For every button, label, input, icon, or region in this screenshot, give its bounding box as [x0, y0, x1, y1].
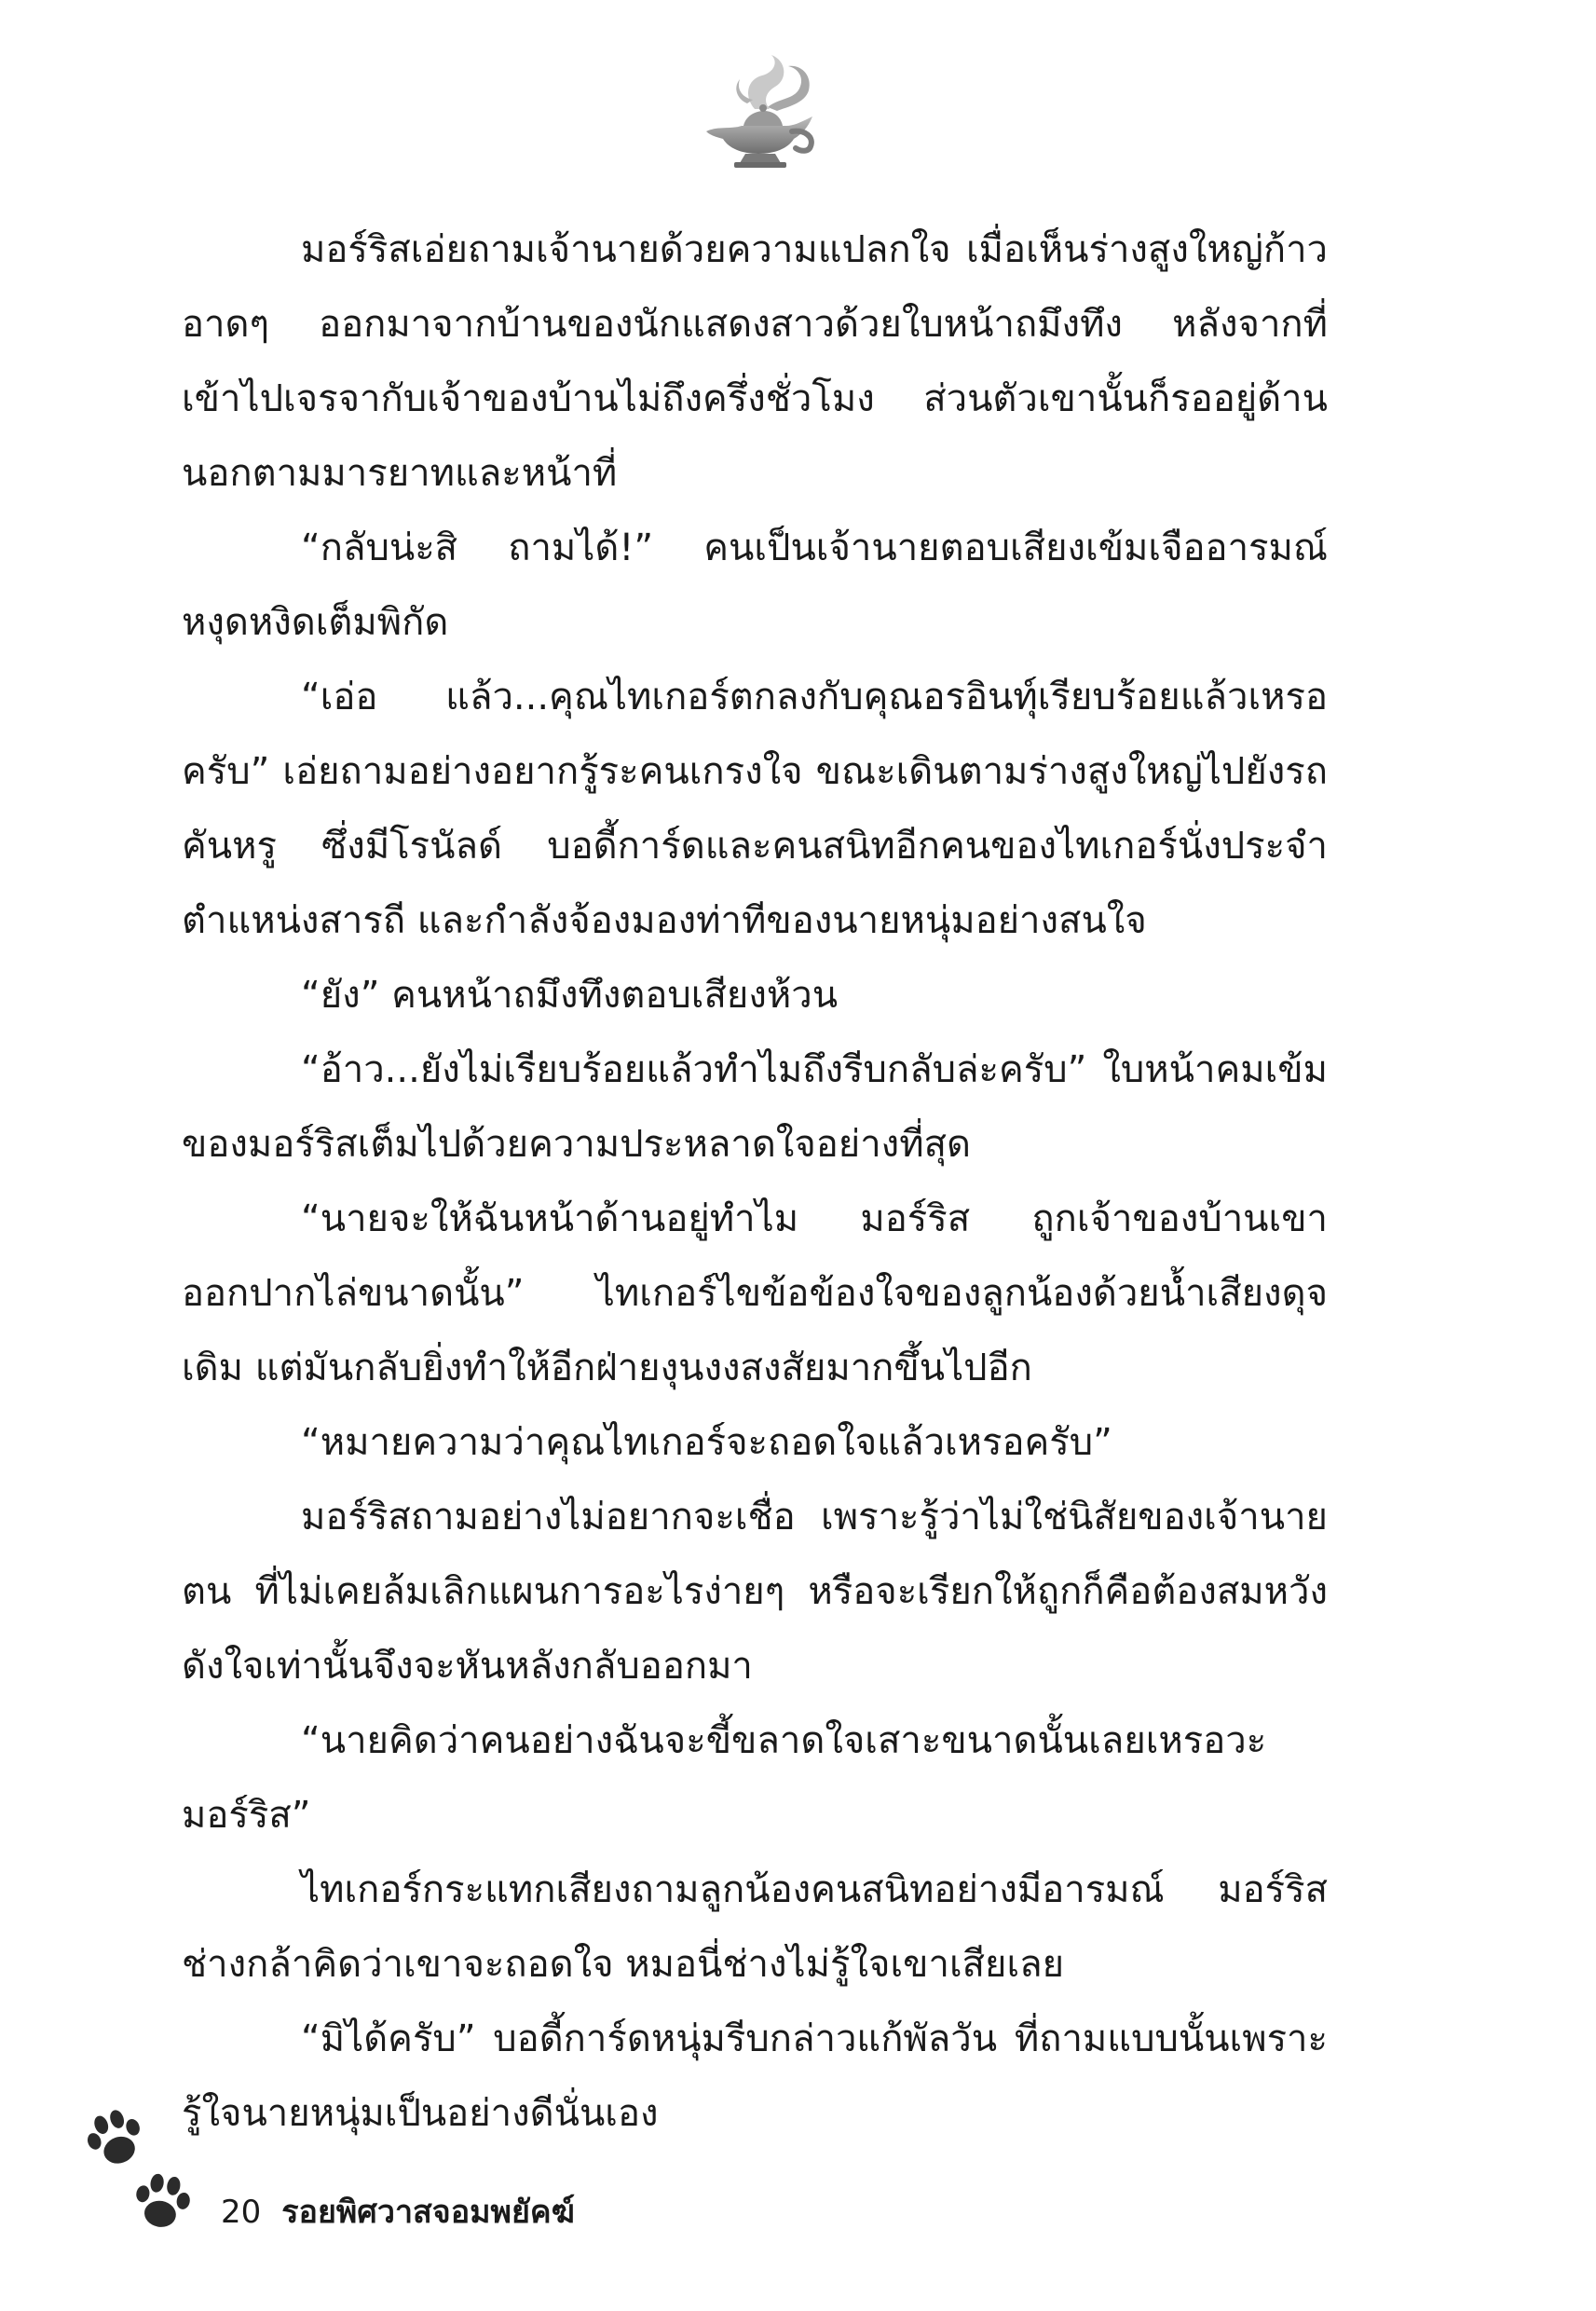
paragraph: ไทเกอร์กระแทกเสียงถามลูกน้องคนสนิทอย่างมีอารมณ์ มอร์ริสช่างกล้าคิดว่าเขาจะถอดใจ หมอนี่ช่างไม่รู้ใจเขาเสียเลย — [182, 1868, 1328, 1986]
page-number: 20 — [221, 2194, 262, 2231]
genie-lamp-icon — [689, 51, 829, 172]
footer-text — [221, 2194, 575, 2231]
paragraph: “กลับน่ะสิ ถามได้!” คนเป็นเจ้านายตอบเสียงเข้มเจืออารมณ์หงุดหงิดเต็มพิกัด — [182, 526, 1328, 644]
paragraph: “เอ่อ แล้ว...คุณไทเกอร์ตกลงกับคุณอรอินทุ์เรียบร้อยแล้วเหรอครับ” เอ่ยถามอย่างอยากรู้ระคนเกรงใจ ขณะเดินตามร่างสูงใหญ่ไปยังรถคันหรู ซึ่งมีโรนัลด์ บอดี้การ์ดและคนสนิทอีกคนของไทเกอร์นั่งประจำตำแหน่งสารถี และกำลังจ้องมองท่าทีของนายหนุ่มอย่างสนใจ — [182, 676, 1328, 942]
page-footer — [75, 2106, 727, 2255]
body-text — [182, 212, 1328, 2151]
paragraph: “มิได้ครับ” บอดี้การ์ดหนุ่มรีบกล่าวแก้พัลวัน ที่ถามแบบนั้นเพราะรู้ใจนายหนุ่มเป็นอย่างดีนั่นเอง — [182, 2017, 1328, 2135]
paragraph: มอร์ริสเอ่ยถามเจ้านายด้วยความแปลกใจ เมื่อเห็นร่างสูงใหญ่ก้าวอาดๆ ออกมาจากบ้านของนักแสดงสาวด้วยใบหน้าถมึงทึง หลังจากที่เข้าไปเจรจากับเจ้าของบ้านไม่ถึงครึ่งชั่วโมง ส่วนตัวเขานั้นก็รออยู่ด้านนอกตามมารยาทและหน้าที่ — [182, 228, 1328, 495]
paragraph: “นายจะให้ฉันหน้าด้านอยู่ทำไม มอร์ริส ถูกเจ้าของบ้านเขาออกปากไล่ขนาดนั้น” ไทเกอร์ไขข้อข้องใจของลูกน้องด้วยน้ำเสียงดุจเดิม แต่มันกลับยิ่งทำให้อีกฝ่ายงุนงงสงสัยมากขึ้นไปอีก — [182, 1197, 1328, 1389]
paw-print-icon — [82, 2106, 149, 2173]
paragraph: “อ้าว...ยังไม่เรียบร้อยแล้วทำไมถึงรีบกลับล่ะครับ” ใบหน้าคมเข้มของมอร์ริสเต็มไปด้วยความประหลาดใจอย่างที่สุด — [182, 1048, 1328, 1166]
paragraph: “นายคิดว่าคนอย่างฉันจะขี้ขลาดใจเสาะขนาดนั้นเลยเหรอวะมอร์ริส” — [182, 1719, 1267, 1837]
book-title: รอยพิศวาสจอมพยัคฆ์ — [281, 2194, 575, 2231]
paragraph: “ยัง” คนหน้าถมึงทึงตอบเสียงห้วน — [301, 974, 839, 1017]
paragraph: “หมายความว่าคุณไทเกอร์จะถอดใจแล้วเหรอครับ” — [301, 1421, 1112, 1464]
paw-print-icon — [129, 2169, 196, 2236]
paragraph: มอร์ริสถามอย่างไม่อยากจะเชื่อ เพราะรู้ว่าไม่ใช่นิสัยของเจ้านายตน ที่ไม่เคยล้มเลิกแผนการอะไรง่ายๆ หรือจะเรียกให้ถูกก็คือต้องสมหวังดังใจเท่านั้นจึงจะหันหลังกลับออกมา — [182, 1496, 1328, 1688]
